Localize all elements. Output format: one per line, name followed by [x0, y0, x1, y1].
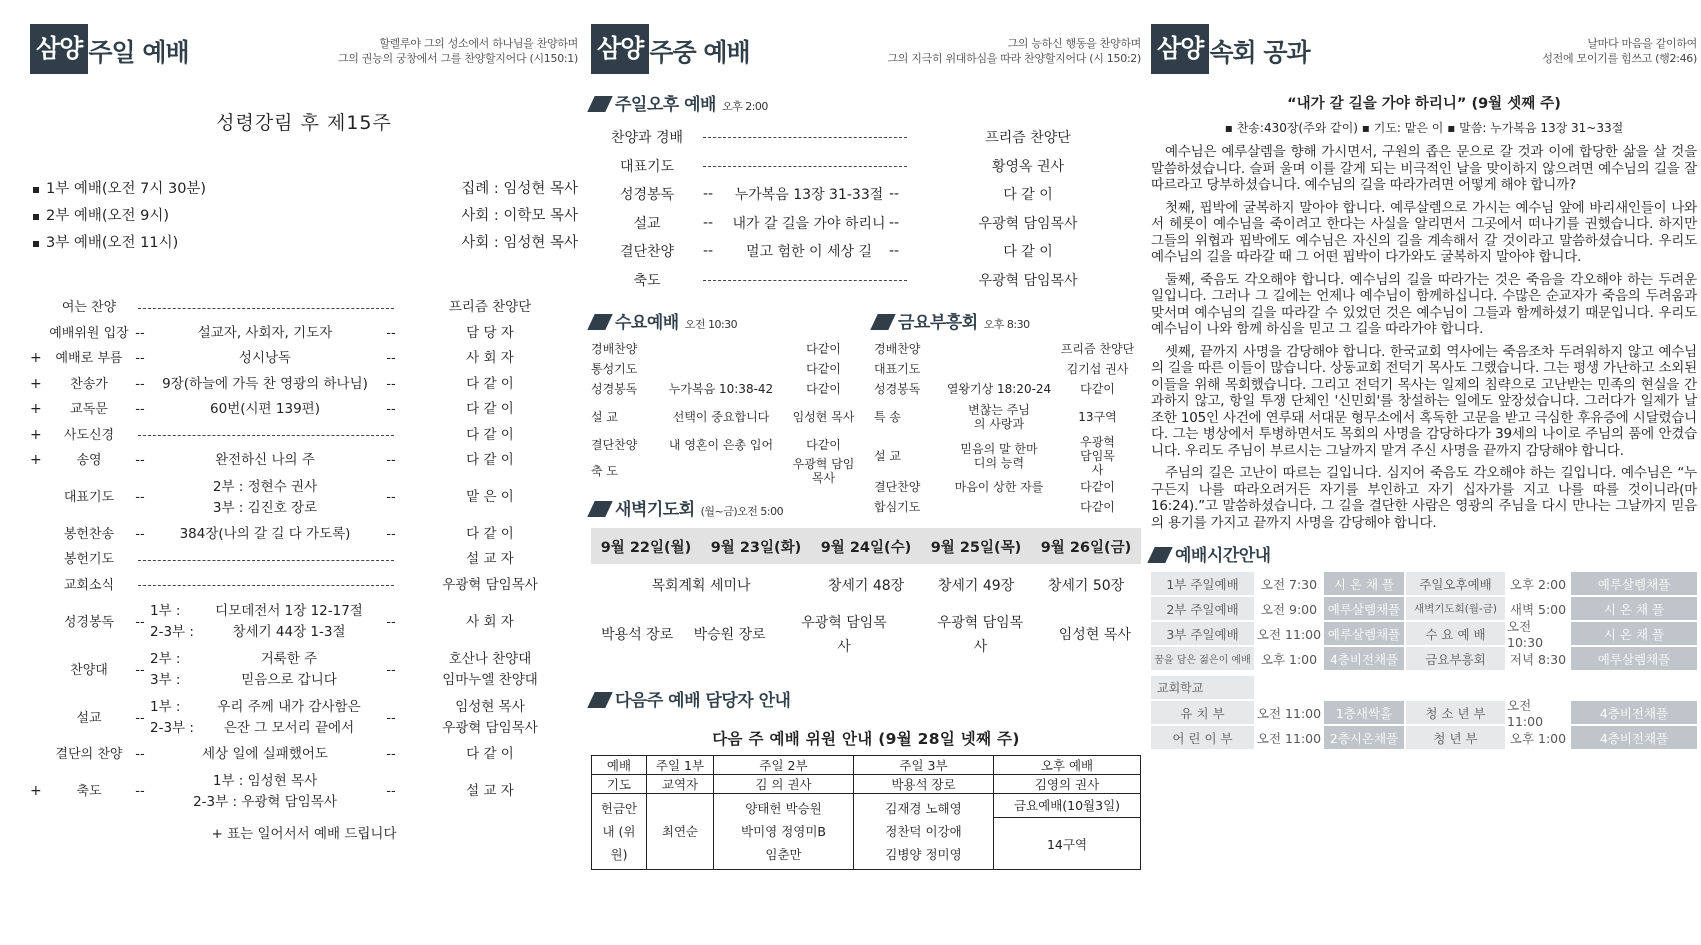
wed-title: 수요예배 오전 10:30 — [591, 308, 866, 333]
wed-row: 성경봉독 누가복음 10:38-42 다같이 — [591, 382, 841, 396]
sunday-worship-column — [30, 18, 578, 842]
order-row: + 송영 -- 완전하신 나의 주 -- 다 같 이 — [30, 452, 514, 469]
table-row: 헌금안내 (위원) 최연순 양태헌 박승원 박미영 정영미B 임춘만 김재경 노해영 정찬덕 이강애 김병양 정미영 금요예배(10월3일) — [592, 794, 1141, 818]
pm-row: 대표기도 황영옥 권사 — [619, 158, 1065, 175]
dawn-days: 9월 22일(월) 9월 23일(화) 9월 24일(수) 9월 25일(목) 9월 26일(금) — [591, 528, 1141, 564]
times-title: 예배시간안내 — [1151, 541, 1697, 566]
logo-title: 주일 예배 — [88, 38, 189, 67]
dawn-title: 새벽기도회 (월~금)오전 5:00 — [591, 495, 1141, 520]
slash-icon — [587, 314, 612, 330]
edu-title: 교회학교 — [1151, 676, 1254, 699]
lesson-logo — [1151, 24, 1310, 74]
lesson-verse: 날마다 마음을 같이하여 성전에 모이기를 힘쓰고 (행2:46) — [1542, 37, 1697, 65]
sunday-title: 성령강림 후 제15주 — [216, 112, 392, 134]
pm-row: 설교 -- 내가 갈 길을 가야 하리니 -- 우광혁 담임목사 — [633, 214, 1078, 232]
paragraph: 둘째, 죽음도 각오해야 합니다. 예수님의 길을 따라가는 것은 죽음을 각오해야 하는 두려운 일입니다. 그러나 그 길에는 언제나 예수님이 함께하십니다. 수많은 순교자가 죽음의 두려움과 맞서며 예수님의 길을 따라갈 수 있었던 것은 예수님이 그들과 함께하셨기 때문입니다. 우리도 예수님이 나와 함께 하심을 믿고 그 길을 따라가야 합니다. — [1151, 271, 1697, 337]
fri-row: 경배찬양 프리즘 찬양단 — [874, 342, 1135, 356]
logo-mark: 삼양 — [30, 24, 88, 74]
fri-title: 금요부흥회 오후 8:30 — [874, 308, 1141, 333]
order-row: 결단의 찬양 -- 세상 일에 실패했어도 -- 다 같 이 — [55, 746, 514, 763]
order-row: 성경봉독 -- 1부 : 디모데전서 1장 12-17절 2-3부 : 창세기 44장 1-3절 -- 사 회 자 — [63, 603, 514, 640]
times-grid: 1부 주일예배 오전 7:30 시 온 채 플 주일오후예배 오후 2:00 예루살렘채플 2부 주일예배 오전 9:00 예루살렘채플 새벽기도회(월-금) 새벽 5:00 시 온 채 플 3부 주일예배 오전 11:00 예루살렘채플 수 요 예 배 오전 10:30 시 온 채 플 꿈을 담은 젊은이 예배 오후 1:00 4층비전채플 금요부흥회 저녁 8:30 예루살렘채플 — [1151, 572, 1697, 670]
pm-row: 성경봉독 -- 누가복음 13장 31-33절 -- 다 같 이 — [619, 186, 1053, 204]
wed-row: 설 교 선택이 중요합니다 임성현 목사 — [591, 410, 855, 424]
slash-icon — [587, 692, 612, 708]
wed-fri-sections — [591, 308, 1141, 517]
order-row: 대표기도 -- 2부 : 정현수 권사 3부 : 김진호 장로 -- 맡 은 이 — [63, 478, 514, 516]
logo-mark: 삼양 — [591, 24, 649, 74]
edu-grid: 유 치 부 오전 11:00 1층새싹홀 청 소 년 부 오전 11:00 4층비전채플 어 린 이 부 오전 11:00 2층시온채플 청 년 부 오후 1:00 4층비전채플 — [1151, 701, 1697, 749]
table-row: 기도 교역자 김 의 권사 박용석 장로 김영의 권사 — [592, 775, 1141, 794]
sunday-header — [30, 18, 578, 74]
fri-row: 대표기도 김기섭 권사 — [874, 362, 1129, 376]
fri-row: 결단찬양 마음이 상한 자를 다같이 — [874, 480, 1115, 494]
weekday-worship-column — [591, 18, 1141, 870]
lesson-meta: ▪ 찬송:430장(주와 같이) ▪ 기도: 맡은 이 ▪ 말씀: 누가복음 13장 31~33절 — [1224, 121, 1624, 135]
table-row: 14구역 — [592, 818, 1141, 870]
wed-row: 통성기도 다같이 — [591, 362, 841, 376]
sunday-logo — [30, 24, 189, 74]
wed-row: 경배찬양 다같이 — [591, 342, 841, 356]
weekday-header — [591, 18, 1141, 74]
paragraph: 주님의 길은 고난이 따르는 길입니다. 심지어 죽음도 각오해야 하는 길입니다. 예수님은 “누구든지 나를 따라오려거든 자기를 부인하고 자기 십자가를 지고 나를 따를 것이니라(마 16:24).”고 말씀하셨습니다. 그 길을 결단한 사람은 영광의 주님을 다시 만나는 그날까지 믿음의 용기를 가지고 끝까지 사명을 감당해야 합니다. — [1151, 465, 1697, 531]
fri-row: 성경봉독 열왕기상 18:20-24 다같이 — [874, 382, 1115, 396]
service-item: 2부 예배(오전 9시) 사회 : 이학모 목사 — [30, 203, 578, 230]
worship-order — [30, 295, 578, 816]
fri-section — [866, 308, 1141, 517]
slash-icon — [587, 96, 612, 112]
next-section-title: 다음주 예배 담당자 안내 — [591, 686, 1141, 711]
dawn-leaders: 박용석 장로 박승원 장로 우광혁 담임목사 우광혁 담임목사 임성현 목사 — [601, 615, 1131, 655]
order-row: 봉헌찬송 -- 384장(나의 갈 길 다 가도록) -- 다 같 이 — [63, 525, 514, 542]
wed-section — [591, 308, 866, 517]
lesson-title: “내가 갈 길을 가야 하리니” (9월 셋째 주) — [1287, 96, 1561, 112]
lesson-header — [1151, 18, 1697, 74]
paragraph: 셋째, 끝까지 사명을 감당해야 합니다. 한국교회 역사에는 죽음조차 두려워하지 않고 예수님의 길을 따른 이들이 많습니다. 상동교회 전덕기 목사도 그랬습니다. 그는 평생 가난하고 소외된 이들을 위해 목회했습니다. 그리고 전덕기 목사는 일제의 침략으로 고난받는 민족의 현실을 간과하지 않고, 항일 투쟁 단체인 '신민회'를 창설하는 일에도 앞장섰습니다. 그러다가 일제가 날조한 105인 사건에 연루돼 서대문 형무소에서 혹독한 고문을 받고 극심한 후유증에 시달렸습니다. 그는 병상에서 투병하면서도 목회의 사명을 감당하다가 39세의 나이로 주님의 품에 안겼습니다. 우리도 주님이 부르시는 그날까지 맡겨 주신 사명을 끝까지 감당해야 합니다. — [1151, 343, 1697, 459]
order-row: + 찬송가 -- 9장(하늘에 가득 찬 영광의 하나님) -- 다 같 이 — [30, 375, 514, 392]
paragraph: 첫째, 핍박에 굴복하지 말아야 합니다. 예루살렘으로 가시는 예수님 앞에 바리새인들이 나와서 헤롯이 예수님을 죽이려고 한다는 사실을 알리면서 그곳에서 떠나기를 권했습니다. 하지만 그들의 위협과 핍박에도 예수님은 자신의 길을 계속해서 갈 것이라고 말씀하셨습니다. 우리도 예수님의 길을 따라갈 때 그 어떤 핍박이 다가와도 굴복하지 말아야 합니다. — [1151, 199, 1697, 265]
wed-row: 결단찬양 내 영혼이 은총 입어 다같이 — [591, 438, 841, 452]
lesson-body — [1151, 144, 1697, 531]
pm-row: 축도 우광혁 담임목사 — [633, 272, 1078, 289]
fri-row: 합심기도 다같이 — [874, 500, 1115, 514]
footnote: + 표는 일어서서 예배 드립니다 — [211, 825, 397, 842]
fri-row: 설 교 믿음의 말 한마디의 능력 우광혁 담임목사 — [874, 435, 1115, 477]
pm-row: 결단찬양 -- 멀고 험한 이 세상 길 -- 다 같 이 — [619, 243, 1053, 261]
service-list — [30, 176, 578, 257]
weekday-logo — [591, 24, 750, 74]
next-table — [591, 755, 1141, 870]
order-row: + 축도 -- 1부 : 임성현 목사 2-3부 : 우광혁 담임목사 -- 설 교 자 — [30, 772, 514, 810]
order-row: + 예배로 부름 -- 성시낭독 -- 사 회 자 — [30, 350, 514, 367]
order-row: 예배위원 입장 -- 설교자, 사회자, 기도자 -- 담 당 자 — [49, 324, 514, 341]
order-row: 설교 -- 1부 : 우리 주께 내가 감사함은 2-3부 : 은잔 그 모서리 끝에서 -- 임성현 목사 우광혁 담임목사 — [76, 699, 538, 736]
logo-title: 주중 예배 — [649, 38, 750, 67]
wed-row: 축 도 우광혁 담임목사 — [591, 457, 855, 485]
sunday-verse: 할렐루야 그의 성소에서 하나님을 찬양하며 그의 권능의 궁창에서 그를 찬양할지어다 (시150:1) — [337, 37, 578, 65]
logo-title: 속회 공과 — [1209, 38, 1310, 67]
fri-row: 특 송 변찮는 주님의 사랑과 13구역 — [874, 403, 1117, 431]
next-title: 다음 주 예배 위원 안내 (9월 28일 넷째 주) — [712, 730, 1020, 748]
dawn-topics: 목회계획 세미나 창세기 48장 창세기 49장 창세기 50장 — [651, 578, 1125, 594]
pm-order — [591, 123, 1141, 294]
order-row: 교회소식 우광혁 담임목사 — [63, 576, 538, 593]
order-row: 여는 찬양 프리즘 찬양단 — [61, 299, 532, 316]
slash-icon — [1147, 547, 1172, 563]
table-row: 예배 주일 1부 주일 2부 주일 3부 오후 예배 — [592, 756, 1141, 775]
slash-icon — [870, 314, 895, 330]
pm-row: 찬양과 경배 프리즘 찬양단 — [610, 130, 1071, 147]
logo-mark: 삼양 — [1151, 24, 1209, 74]
weekday-verse: 그의 능하신 행동을 찬양하며 그의 지극히 위대하심을 따라 찬양할지어다 (시 150:2) — [887, 37, 1141, 65]
order-row: + 사도신경 다 같 이 — [30, 426, 514, 443]
order-row: 봉헌기도 설 교 자 — [63, 551, 514, 568]
order-row: 찬양대 -- 2부 : 거룩한 주 3부 : 믿음으로 갑니다 -- 호산나 찬양대 임마누엘 찬양대 — [70, 651, 538, 688]
lesson-column — [1151, 18, 1697, 749]
service-item: 3부 예배(오전 11시) 사회 : 임성현 목사 — [30, 230, 578, 257]
paragraph: 예수님은 예루살렘을 향해 가시면서, 구원의 좁은 문으로 갈 것과 이에 합당한 삶을 살 것을 말씀하셨습니다. 슬퍼 울며 이를 갈게 되는 비극적인 날을 맞이하지 않으려면 예수님의 길을 잘 따르라고 당부하셨습니다. 예수님의 길을 따라가려면 어떻게 해야 합니까? — [1151, 144, 1697, 193]
service-item: 1부 예배(오전 7시 30분) 집례 : 임성현 목사 — [30, 176, 578, 203]
order-row: + 교독문 -- 60번(시편 139편) -- 다 같 이 — [30, 401, 514, 418]
pm-section-title: 주일오후 예배 오후 2:00 — [591, 90, 1141, 115]
